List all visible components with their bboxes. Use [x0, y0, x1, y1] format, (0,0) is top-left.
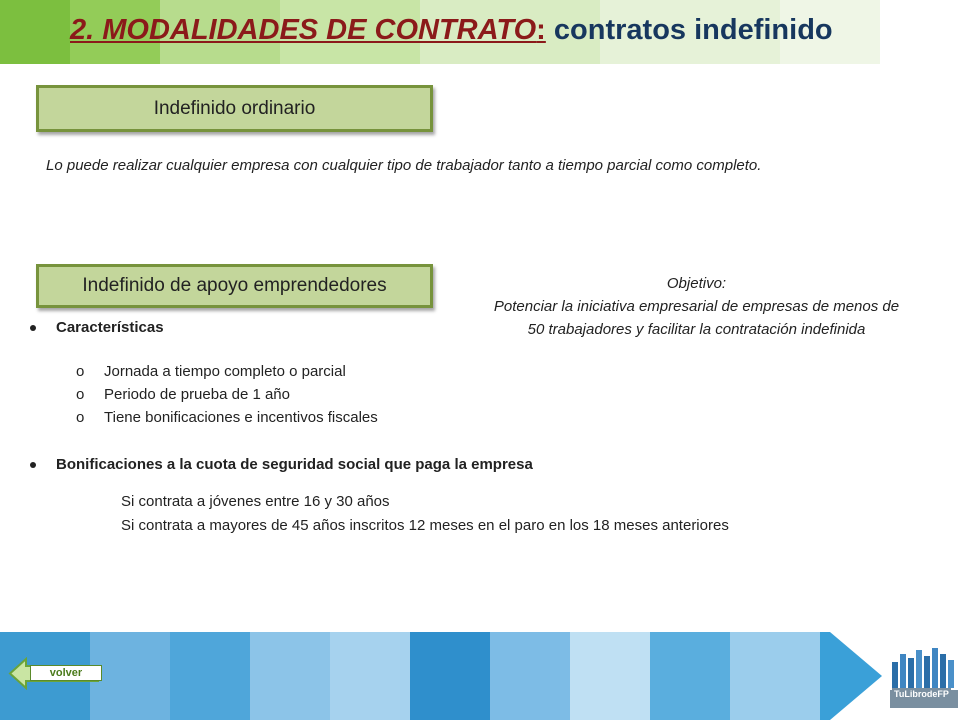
footer-band — [170, 632, 250, 720]
bonus-lines — [121, 490, 729, 538]
footer-band — [730, 632, 820, 720]
bullet-dot-icon — [30, 462, 36, 468]
list-item-text: Periodo de prueba de 1 año — [104, 386, 290, 403]
objective-text: Potenciar la iniciativa empresarial de empresas de menos de 50 trabajadores y facilitar la contratación indefinida — [493, 298, 900, 338]
section1-description: Lo puede realizar cualquier empresa con cualquier tipo de trabajador tanto a tiempo parcial como completo. — [46, 157, 762, 174]
objective-title: Objetivo: — [666, 275, 727, 292]
characteristics-bullet — [30, 319, 164, 336]
title-colon: : — [536, 14, 546, 46]
characteristics-title: Características — [56, 319, 164, 336]
books-logo-icon — [890, 640, 958, 716]
bonus-bullet — [30, 456, 533, 473]
footer-band — [410, 632, 490, 720]
bonus-title: Bonificaciones a la cuota de seguridad social que paga la empresa — [56, 456, 533, 473]
footer-band — [650, 632, 730, 720]
title-main: 2. MODALIDADES DE CONTRATO — [70, 14, 537, 46]
arrow-right-icon — [820, 632, 890, 720]
list-item-text: Jornada a tiempo completo o parcial — [104, 363, 346, 380]
footer-bands — [0, 632, 960, 720]
footer-band — [570, 632, 650, 720]
section-label-indefinido-ordinario: Indefinido ordinario — [36, 85, 433, 132]
list-item — [76, 360, 378, 383]
title-subtitle: contratos indefinido — [553, 14, 833, 46]
bullet-dot-icon — [30, 325, 36, 331]
bonus-line: Si contrata a mayores de 45 años inscritos 12 meses en el paro en los 18 meses anteriores — [121, 517, 729, 534]
header-band — [0, 0, 70, 64]
characteristics-list — [76, 360, 378, 429]
footer-band — [490, 632, 570, 720]
objective-block — [484, 272, 909, 341]
list-item — [76, 383, 378, 406]
footer-band — [90, 632, 170, 720]
circle-bullet-icon: o — [76, 386, 85, 403]
circle-bullet-icon: o — [76, 409, 85, 426]
section-label-apoyo-emprendedores: Indefinido de apoyo emprendedores — [36, 264, 433, 308]
bonus-line: Si contrata a jóvenes entre 16 y 30 años — [121, 493, 390, 510]
list-item — [76, 406, 378, 429]
back-button[interactable]: volver — [30, 665, 102, 681]
page-title — [70, 14, 833, 47]
list-item-text: Tiene bonificaciones e incentivos fiscales — [104, 409, 378, 426]
footer-band — [250, 632, 330, 720]
logo-text: TuLibrodeFP — [894, 689, 949, 699]
footer-band — [330, 632, 410, 720]
circle-bullet-icon: o — [76, 363, 85, 380]
